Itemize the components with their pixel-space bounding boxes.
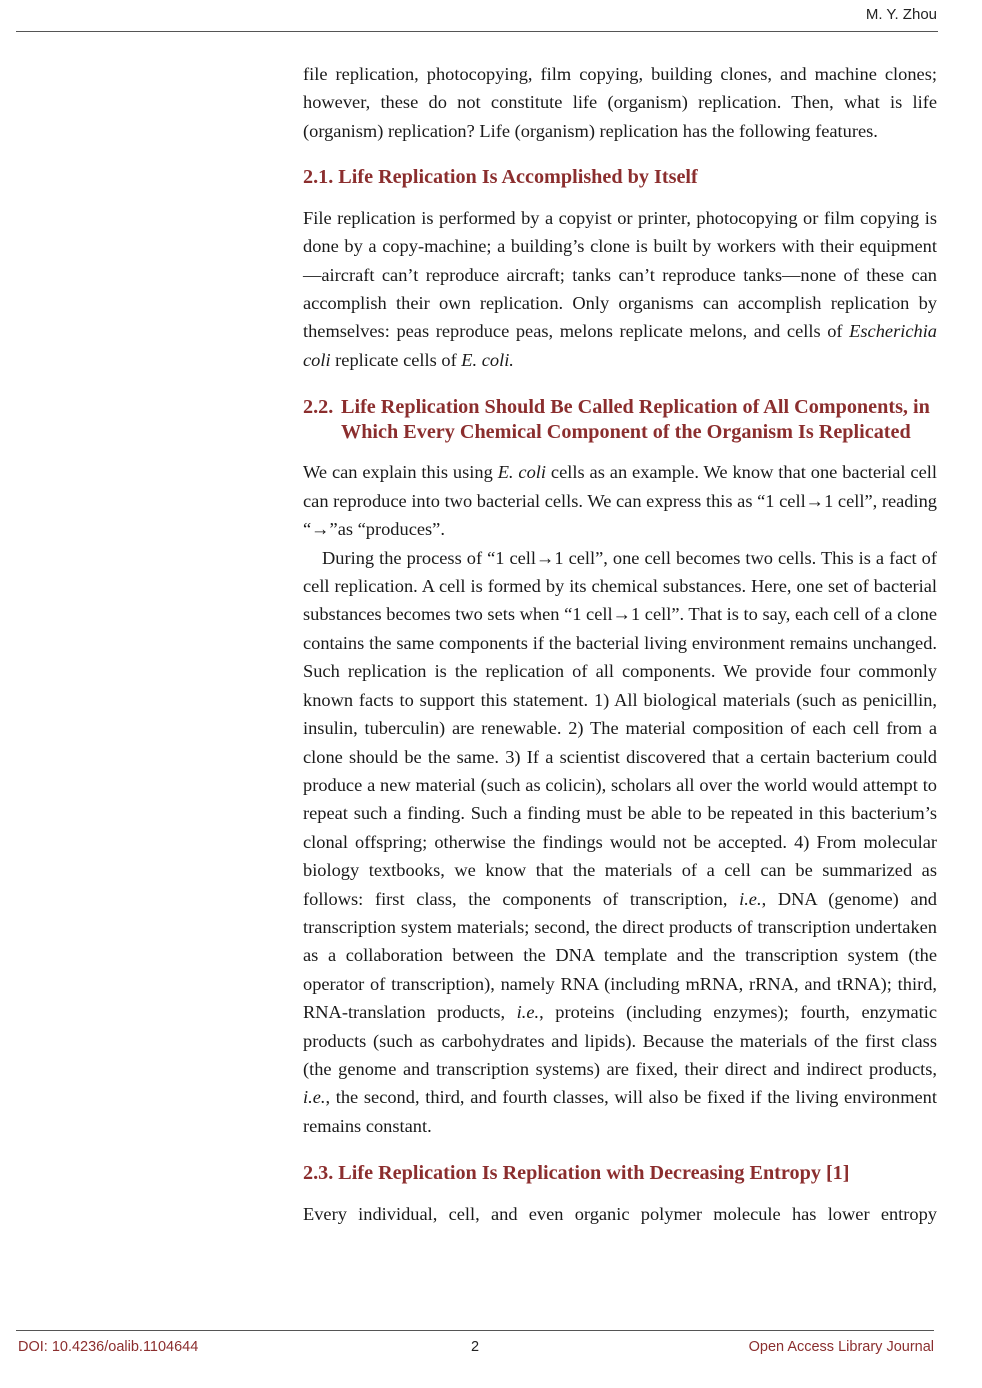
section-number: 2.3. [303,1162,334,1185]
header-rule [16,31,938,32]
section-2-1-paragraph: File replication is performed by a copyist or printer, photocopying or film copying is done by a copy-machine; a building’s clone is built by workers with their equipment—aircraft can’t reproduce aircraft; tanks can’t reproduce tanks—none of these can accomplish their own replication. Only organisms can accomplish replication by themselves: peas reproduce peas, melons replicate melons, and cells of Escherichia coli replicate cells of E. coli. [303,207,937,370]
section-2-1-heading [303,165,937,190]
section-2-2-heading [303,395,937,444]
section-title: Life Replication Is Replication with Decreasing Entropy [1] [338,1162,850,1185]
section-number: 2.2. [303,396,334,419]
intro-paragraph: file replication, photocopying, film copying, building clones, and machine clones; however, these do not constitute life (organism) replication. Then, what is life (organism) replication? Life (organism) replication has the following features. [303,64,937,141]
doi-link[interactable]: DOI: 10.4236/oalib.1104644 [18,1339,199,1355]
article-body [303,60,937,1228]
section-2-3-heading [303,1161,937,1186]
footer-rule [16,1330,934,1331]
page-number: 2 [471,1339,480,1355]
section-2-2-paragraph-1: We can explain this using E. coli cells as an example. We know that one bacterial cell can reproduce into two bacterial cells. We can express this as “1 cell→1 cell”, reading “→”as “produces”. [303,462,937,540]
section-title: Life Replication Is Accomplished by Itself [338,166,698,189]
running-header-author: M. Y. Zhou [865,6,937,23]
section-2-3-paragraph: Every individual, cell, and even organic polymer molecule has lower entropy [303,1203,937,1224]
section-title: Life Replication Should Be Called Replication of All Components, in Which Every Chemical Component of the Organism Is Replicated [341,396,930,443]
section-2-2-paragraph-2: During the process of “1 cell→1 cell”, one cell becomes two cells. This is a fact of cell replication. A cell is formed by its chemical substances. Here, one set of bacterial substances becomes two sets when “1 cell→1 cell”. That is to say, each cell of a clone contains the same components if the bacterial living environment remains unchanged. Such replication is the replication of all components. We provide four commonly known facts to support this statement. 1) All biological materials (such as penicillin, insulin, tuberculin) are renewable. 2) The material composition of each cell from a clone should be the same. 3) If a scientist discovered that a certain bacterium could produce a new material (such as colicin), scholars all over the world would attempt to repeat such a finding. Such a finding must be able to be repeated in this bacterium’s clonal offspring; otherwise the findings would not be accepted. 4) From molecular biology textbooks, we know that the materials of a cell can be summarized as follows: first class, the components of transcription, i.e., DNA (genome) and transcription system materials; second, the direct products of transcription undertaken as a collaboration between the DNA template and the transcription system (the operator of transcription), namely RNA (including mRNA, rRNA, and tRNA); third, RNA-translation products, i.e., proteins (including enzymes); fourth, enzymatic products (such as carbohydrates and lipids). Because the materials of the first class (the genome and transcription systems) are fixed, their direct and indirect products, i.e., the second, third, and fourth classes, will also be fixed if the living environment remains constant. [303,547,938,1136]
section-number: 2.1. [303,166,334,189]
journal-link[interactable]: Open Access Library Journal [748,1339,934,1355]
